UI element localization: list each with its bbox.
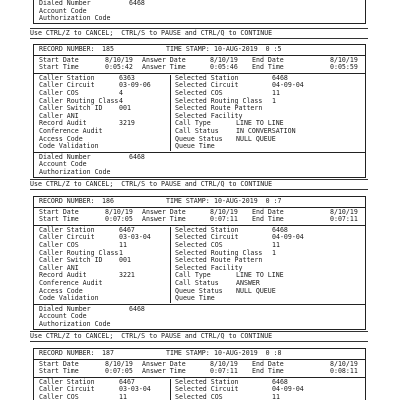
answer-date-label: Answer Date (142, 207, 186, 216)
caller-cos-label: Caller COS (39, 240, 79, 249)
selected-station-value: 6468 (272, 377, 288, 386)
selected-route-pattern-label: Selected Route Pattern (175, 104, 263, 113)
selected-station-label: Selected Station (175, 225, 239, 234)
authorization-code-row (34, 15, 365, 23)
caller-station-label: Caller Station (39, 377, 95, 386)
dates-row (34, 361, 365, 369)
answer-date-label: Answer Date (142, 359, 186, 368)
separator-rule (30, 189, 368, 190)
separator-rule (30, 341, 368, 342)
code-validation-label: Code Validation (39, 294, 99, 303)
selected-routing-class-value: 1 (272, 248, 276, 257)
caller-switch-id-label: Caller Switch ID (39, 256, 103, 265)
end-time-label: End Time (252, 215, 284, 224)
authorization-code-label: Authorization Code (39, 319, 111, 328)
caller-routing-class-label: Caller Routing Class (39, 248, 119, 257)
divider (34, 359, 365, 360)
caller-station-label: Caller Station (39, 225, 95, 234)
account-code-label: Account Code (39, 160, 87, 169)
record-audit-value: 3219 (119, 119, 135, 128)
account-code-label: Account Code (39, 6, 87, 15)
caller-routing-class-value: 4 (119, 96, 123, 105)
end-date-value: 8/10/19 (330, 207, 358, 216)
record-header (34, 46, 365, 54)
start-date-label: Start Date (39, 55, 79, 64)
end-date-label: End Date (252, 207, 284, 216)
selected-routing-class-label: Selected Routing Class (175, 96, 263, 105)
caller-circuit-value: 03-09-06 (119, 81, 151, 90)
selected-routing-class-value: 1 (272, 96, 276, 105)
authorization-code-label: Authorization Code (39, 14, 111, 23)
caller-station-label: Caller Station (39, 73, 95, 82)
dialed-number-value: 6468 (129, 0, 145, 7)
selected-route-pattern-label: Selected Route Pattern (175, 256, 263, 265)
selected-routing-class-label: Selected Routing Class (175, 248, 263, 257)
selected-circuit-value: 04-09-04 (272, 81, 304, 90)
end-time-value: 0:08:11 (330, 367, 358, 376)
start-date-value: 8/10/19 (105, 55, 133, 64)
end-date-label: End Date (252, 359, 284, 368)
record-number-value: 185 (102, 45, 114, 53)
answer-time-label: Answer Time (142, 215, 186, 224)
record-number-label: RECORD NUMBER: (39, 45, 95, 53)
call-status-value: IN CONVERSATION (236, 126, 296, 135)
caller-circuit-value: 03-03-04 (119, 385, 151, 394)
caller-circuit-label: Caller Circuit (39, 81, 95, 90)
start-time-value: 0:05:42 (105, 63, 133, 72)
caller-switch-id-label: Caller Switch ID (39, 104, 103, 113)
caller-cos-label: Caller COS (39, 392, 79, 400)
call-status-value: ANSWER (236, 278, 260, 287)
selected-circuit-label: Selected Circuit (175, 81, 239, 90)
caller-ani-label: Caller ANI (39, 263, 79, 272)
record-number-value: 186 (102, 197, 114, 205)
time-stamp-label: TIME STAMP: (166, 197, 210, 205)
time-stamp-value: 10-AUG-2019 0 :8 (214, 349, 282, 357)
answer-time-label: Answer Time (142, 367, 186, 376)
authorization-code-label: Authorization Code (39, 167, 111, 176)
control-prompt: Use CTRL/Z to CANCEL; CTRL/S to PAUSE and CTRL/Q to CONTINUE (30, 332, 273, 340)
record-audit-label: Record Audit (39, 119, 87, 128)
record-card (33, 196, 366, 330)
start-time-value: 0:07:05 (105, 215, 133, 224)
caller-routing-class-label: Caller Routing Class (39, 96, 119, 105)
dialed-number-label: Dialed Number (39, 152, 91, 161)
answer-date-value: 8/10/19 (210, 207, 238, 216)
selected-station-value: 6468 (272, 225, 288, 234)
caller-switch-id-value: 001 (119, 104, 131, 113)
caller-circuit-label: Caller Circuit (39, 233, 95, 242)
caller-station-value: 6363 (119, 73, 135, 82)
selected-circuit-value: 04-09-04 (272, 233, 304, 242)
caller-station-value: 6467 (119, 225, 135, 234)
selected-circuit-label: Selected Circuit (175, 233, 239, 242)
record-audit-value: 3221 (119, 271, 135, 280)
conference-audit-label: Conference Audit (39, 278, 103, 287)
time-stamp-label: TIME STAMP: (166, 349, 210, 357)
time-stamp-value: 10-AUG-2019 0 :5 (214, 45, 282, 53)
record-card (33, 44, 366, 178)
caller-cos-label: Caller COS (39, 88, 79, 97)
queue-status-label: Queue Status (175, 134, 223, 143)
answer-time-value: 0:07:11 (210, 215, 238, 224)
record-card (33, 348, 366, 400)
end-time-label: End Time (252, 63, 284, 72)
record-header (34, 198, 365, 206)
answer-date-label: Answer Date (142, 55, 186, 64)
detail-columns (34, 379, 365, 400)
selected-cos-value: 11 (272, 240, 280, 249)
start-date-label: Start Date (39, 359, 79, 368)
selected-circuit-label: Selected Circuit (175, 385, 239, 394)
queue-status-value: NULL QUEUE (236, 286, 276, 295)
record-header (34, 350, 365, 358)
record-number-value: 187 (102, 349, 114, 357)
selected-station-value: 6468 (272, 73, 288, 82)
times-row (34, 216, 365, 224)
start-time-label: Start Time (39, 63, 79, 72)
answer-time-value: 0:07:11 (210, 367, 238, 376)
selected-station-label: Selected Station (175, 377, 239, 386)
end-date-label: End Date (252, 55, 284, 64)
access-code-label: Access Code (39, 134, 83, 143)
call-status-label: Call Status (175, 278, 219, 287)
call-type-value: LINE TO LINE (236, 271, 284, 280)
answer-time-label: Answer Time (142, 63, 186, 72)
dialed-number-value: 6468 (129, 304, 145, 313)
caller-circuit-value: 03-03-04 (119, 233, 151, 242)
times-row (34, 64, 365, 72)
selected-cos-value: 11 (272, 88, 280, 97)
queue-status-value: NULL QUEUE (236, 134, 276, 143)
selected-cos-label: Selected COS (175, 240, 223, 249)
call-type-label: Call Type (175, 271, 211, 280)
caller-cos-value: 11 (119, 240, 127, 249)
code-validation-label: Code Validation (39, 142, 99, 151)
caller-station-value: 6467 (119, 377, 135, 386)
selected-facility-label: Selected Facility (175, 111, 243, 120)
record-fragment-top (33, 0, 366, 24)
selected-cos-label: Selected COS (175, 392, 223, 400)
separator-rule (30, 38, 368, 39)
answer-time-value: 0:05:46 (210, 63, 238, 72)
answer-date-value: 8/10/19 (210, 359, 238, 368)
end-date-value: 8/10/19 (330, 55, 358, 64)
caller-cos-value: 11 (119, 392, 127, 400)
divider (34, 55, 365, 56)
queue-time-label: Queue Time (175, 294, 215, 303)
caller-ani-label: Caller ANI (39, 111, 79, 120)
caller-cos-value: 4 (119, 88, 123, 97)
start-date-value: 8/10/19 (105, 359, 133, 368)
start-date-value: 8/10/19 (105, 207, 133, 216)
start-date-label: Start Date (39, 207, 79, 216)
call-type-label: Call Type (175, 119, 211, 128)
end-time-value: 0:05:59 (330, 63, 358, 72)
end-date-value: 8/10/19 (330, 359, 358, 368)
selected-facility-label: Selected Facility (175, 263, 243, 272)
time-stamp-value: 10-AUG-2019 0 :7 (214, 197, 282, 205)
end-time-label: End Time (252, 367, 284, 376)
start-time-label: Start Time (39, 367, 79, 376)
call-type-value: LINE TO LINE (236, 119, 284, 128)
control-prompt: Use CTRL/Z to CANCEL; CTRL/S to PAUSE and CTRL/Q to CONTINUE (30, 29, 273, 37)
detail-columns (34, 75, 365, 151)
queue-time-label: Queue Time (175, 142, 215, 151)
call-status-label: Call Status (175, 126, 219, 135)
conference-audit-label: Conference Audit (39, 126, 103, 135)
record-audit-label: Record Audit (39, 271, 87, 280)
caller-routing-class-value: 1 (119, 248, 123, 257)
selected-circuit-value: 04-09-04 (272, 385, 304, 394)
queue-status-label: Queue Status (175, 286, 223, 295)
start-time-value: 0:07:05 (105, 367, 133, 376)
record-number-label: RECORD NUMBER: (39, 349, 95, 357)
divider (34, 207, 365, 208)
selected-cos-label: Selected COS (175, 88, 223, 97)
access-code-label: Access Code (39, 286, 83, 295)
answer-date-value: 8/10/19 (210, 55, 238, 64)
record-number-label: RECORD NUMBER: (39, 197, 95, 205)
caller-switch-id-value: 001 (119, 256, 131, 265)
time-stamp-label: TIME STAMP: (166, 45, 210, 53)
start-time-label: Start Time (39, 215, 79, 224)
selected-station-label: Selected Station (175, 73, 239, 82)
account-code-label: Account Code (39, 312, 87, 321)
dialed-number-label: Dialed Number (39, 0, 91, 7)
detail-columns (34, 227, 365, 303)
end-time-value: 0:07:11 (330, 215, 358, 224)
selected-cos-value: 11 (272, 392, 280, 400)
caller-circuit-label: Caller Circuit (39, 385, 95, 394)
dates-row (34, 209, 365, 217)
times-row (34, 368, 365, 376)
dialed-number-label: Dialed Number (39, 304, 91, 313)
dialed-number-value: 6468 (129, 152, 145, 161)
dates-row (34, 57, 365, 65)
control-prompt: Use CTRL/Z to CANCEL; CTRL/S to PAUSE and CTRL/Q to CONTINUE (30, 180, 273, 188)
